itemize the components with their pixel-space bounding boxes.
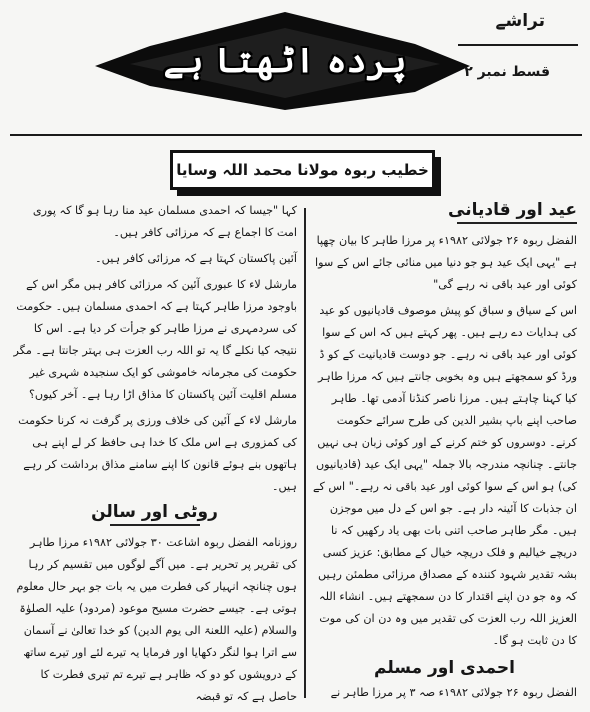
right-body [312, 230, 577, 652]
left-paragraph-1: کہا "جیسا کہ احمدی مسلمان عید منا رہا ہو گا کہ پوری امت کا اجماع ہے کہ مرزائی کافر ہیں۔ [32, 204, 297, 239]
author-name: خطیب ربوہ مولانا محمد اللہ وسایا [176, 161, 429, 179]
heading-ahmadi-muslim: احمدی اور مسلم [374, 658, 515, 678]
left-paragraph-2: آئین پاکستان کہتا ہے کہ مرزائی کافر ہیں۔ [95, 252, 297, 265]
right-column [312, 200, 577, 704]
left-body [12, 200, 297, 498]
left-body-2 [12, 532, 297, 708]
heading-roti-salan: روٹی اور سالن [91, 502, 218, 522]
section-label: تراشے [495, 11, 545, 31]
left-paragraph-3: مارشل لاء کا عبوری آئین کہ مرزائی کافر ہیں مگر اس کے باوجود مرزا طاہر کہتا ہے کہ احمدی مسلمان ہیں۔ حکومت کی سردمہری نے مرزا طاہر کو جرأت کر دیا ہے۔ اس کا نتیجہ کیا نکلے گا یہ تو اللہ رب العزت ہی بہتر جانتا ہے۔ مگر حکومت کی مجرمانہ خاموشی کو ایک سنجیدہ شہری غیر مسلم اقلیت آئین پاکستان کا مذاق اڑا رہا ہے۔ آخر کیوں؟ [13, 278, 297, 401]
left-paragraph-5: روزنامہ الفضل ربوہ اشاعت ۳۰ جولائی ۱۹۸۲ء مرزا طاہر کی تقریر پر تحریر ہے۔ میں آگے لوگوں میں تقسیم کر رہا ہوں چنانچہ انہیار کی فطرت میں یہ بات جو بہر حال معلوم ہوتی ہے۔ جیسے حضرت مسیح موعود (مردود) علیہ الصلوٰۃ والسلام (علیہ اللعنۃ الی یوم الدین) کو خدا تعالیٰ نے آسمان سے اترا ہوا لنگر دکھایا اور فرمایا یہ تیرے لئے اور تیرے ساتھ کے درویشوں کو دو کہ ظاہر ہے تیرے تم تیری فطرت کا حاصل ہے کہ تو قبضہ [16, 536, 297, 703]
right-paragraph-1: الفضل ربوہ ۲۶ جولائی ۱۹۸۲ء پر مرزا طاہر کا بیان چھپا ہے "یہی ایک عید ہو جو دنیا میں منائی جائے اس کے سوا کوئی اور عید باقی نہ رہے گی" [315, 234, 577, 291]
heading-eid-rule [457, 222, 577, 224]
banner-title: پردہ اٹھتا ہے [163, 41, 407, 81]
column-divider [304, 208, 306, 698]
right-paragraph-2: اس کے سیاق و سباق کو پیش موصوف قادیانیوں کو عید کی ہدایات دے رہے ہیں۔ پھر کہتے ہیں کہ اس کے سوا کوئی اور عید باقی نہ رہے۔ جو دوست قادیانیت کے کو ڈ ورڈ کو سمجھتے ہیں وہ بخوبی جانتے ہیں کہ مرزا طاہر کیا کہنا چاہتے ہیں۔ مرزا ناصر کنڈنا آدمی تھا۔ طاہر صاحب اپنے باپ بشیر الدین کی طرح سرائے حکومت کرنے۔ دوسروں کو ختم کرنے کے اور کوئی زبان ہی نہیں جانتے۔ چنانچہ مندرجہ بالا جملہ "یہی ایک عید (قادیانیوں کی) ہو اس کے سوا کوئی اور عید باقی نہ رہے۔" اس کے ان جذبات کا آئینہ دار ہے۔ جو اس کے دل میں موجزن ہیں۔ مگر طاہر صاحب اتنی بات بھی یاد رکھیں کہ نا دریچے خیالیم و فلک دریچہ خیال کے مطابق: عزیز کسی بشہ تقدیر شہود کنندہ کے مصداق مرزائی مطمئن رہیں کہ وہ جو دن اپنے اقتدار کا دن سمجھتے ہیں۔ انشاء اللہ العزیز اللہ رب العزت کی تقدیر میں وہ دن ان کی موت کا دن ثابت ہو گا۔ [312, 304, 577, 647]
right-closing: الفضل ربوہ ۲۶ جولائی ۱۹۸۲ء صہ ۳ پر مرزا طاہر نے [330, 686, 577, 699]
header-rule [10, 134, 582, 136]
author-box [170, 150, 435, 190]
left-paragraph-4: مارشل لاء کے آئین کی خلاف ورزی پر گرفت نہ کرنا حکومت کی کمزوری ہے اس ملک کا خدا ہی حافظ کر لے اپنے ہی ہاتھوں بنے ہوئے قانون کا اپنے سامنے مذاق برداشت کر رہے ہیں۔ [18, 414, 297, 493]
heading-roti-rule [110, 524, 200, 526]
left-column [12, 200, 297, 712]
heading-eid: عید اور قادیانی [448, 200, 577, 220]
part-label: قسط نمبر ۲ [464, 64, 550, 80]
section-rule-top [458, 44, 578, 46]
